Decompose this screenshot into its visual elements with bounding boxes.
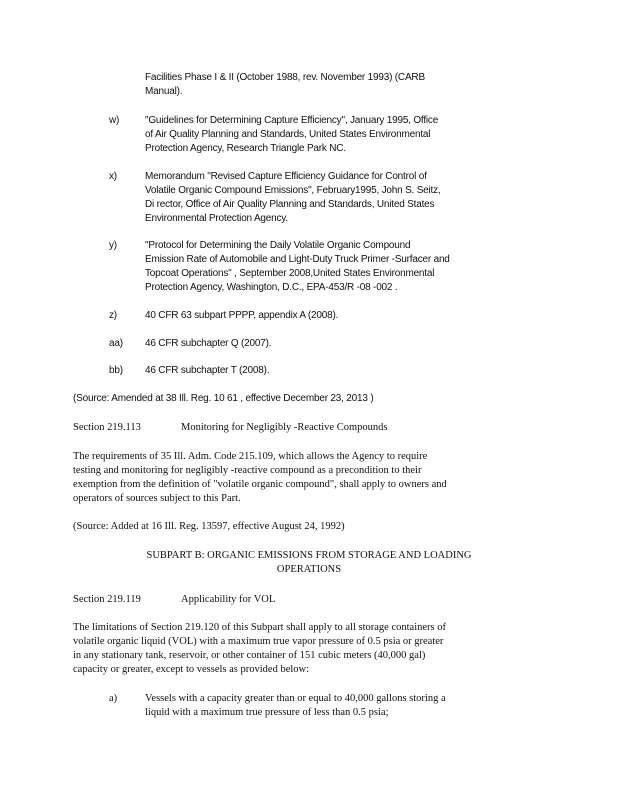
list-item-line: Vessels with a capacity greater than or equal to 40,000 gallons storing a [145, 693, 446, 704]
source-note: (Source: Amended at 38 Ill. Reg. 10 61 , effective December 23, 2013 ) [73, 393, 374, 404]
source-note: (Source: Added at 16 Ill. Reg. 13597, effective August 24, 1992) [73, 521, 345, 532]
reference-w-line: of Air Quality Planning and Standards, United States Environmental [145, 129, 431, 140]
reference-x-line: Di rector, Office of Air Quality Planning and Standards, United States [145, 199, 435, 210]
reference-bb-line: 46 CFR subchapter T (2008). [145, 365, 270, 376]
reference-label-y: y) [109, 240, 117, 251]
section-body-line: The limitations of Section 219.120 of this Subpart shall apply to all storage containers of [73, 622, 446, 633]
section-body-line: operators of sources subject to this Part. [73, 493, 241, 504]
reference-z-line: 40 CFR 63 subpart PPPP, appendix A (2008). [145, 310, 339, 321]
reference-label-aa: aa) [109, 338, 123, 349]
section-body-line: testing and monitoring for negligibly -reactive compound as a precondition to their [73, 465, 422, 476]
section-body-line: in any stationary tank, reservoir, or other container of 151 cubic meters (40,000 gal) [73, 650, 426, 661]
subpart-heading-continued: OPERATIONS [276, 564, 342, 575]
reference-continuation-line: Manual). [145, 86, 183, 97]
reference-aa-line: 46 CFR subchapter Q (2007). [145, 338, 272, 349]
reference-x-line: Environmental Protection Agency. [145, 213, 288, 224]
subpart-heading: SUBPART B: ORGANIC EMISSIONS FROM STORAGE AND LOADING [146, 550, 472, 561]
reference-x-line: Volatile Organic Compound Emissions", February1995, John S. Seitz, [145, 185, 441, 196]
reference-y-line: Protection Agency, Washington, D.C., EPA-453/R -08 -002 . [145, 282, 398, 293]
section-body-line: exemption from the definition of "volatile organic compound", shall apply to owners and [73, 479, 447, 490]
reference-label-w: w) [109, 115, 120, 126]
reference-w-line: Protection Agency, Research Triangle Park NC. [145, 143, 346, 154]
reference-w-line: "Guidelines for Determining Capture Efficiency", January 1995, Office [145, 115, 439, 126]
section-number: Section 219.119 [73, 594, 141, 605]
reference-label-z: z) [109, 310, 117, 321]
section-title: Monitoring for Negligibly -Reactive Compounds [181, 422, 388, 433]
list-item-line: liquid with a maximum true pressure of less than 0.5 psia; [145, 707, 389, 718]
section-number: Section 219.113 [73, 422, 141, 433]
reference-label-x: x) [109, 171, 117, 182]
section-body-line: volatile organic liquid (VOL) with a maximum true vapor pressure of 0.5 psia or greater [73, 636, 444, 647]
list-item-label: a) [109, 693, 118, 704]
reference-y-line: Topcoat Operations" , September 2008,United States Environmental [145, 268, 435, 279]
section-title: Applicability for VOL [181, 594, 276, 605]
reference-label-bb: bb) [109, 365, 123, 376]
reference-y-line: Emission Rate of Automobile and Light-Duty Truck Primer -Surfacer and [145, 254, 450, 265]
section-body-line: capacity or greater, except to vessels as provided below: [73, 664, 310, 675]
section-body-line: The requirements of 35 Ill. Adm. Code 215.109, which allows the Agency to require [73, 451, 428, 462]
reference-y-line: "Protocol for Determining the Daily Volatile Organic Compound [145, 240, 411, 251]
reference-x-line: Memorandum "Revised Capture Efficiency Guidance for Control of [145, 171, 427, 182]
reference-continuation-line: Facilities Phase I & II (October 1988, rev. November 1993) (CARB [145, 72, 425, 83]
